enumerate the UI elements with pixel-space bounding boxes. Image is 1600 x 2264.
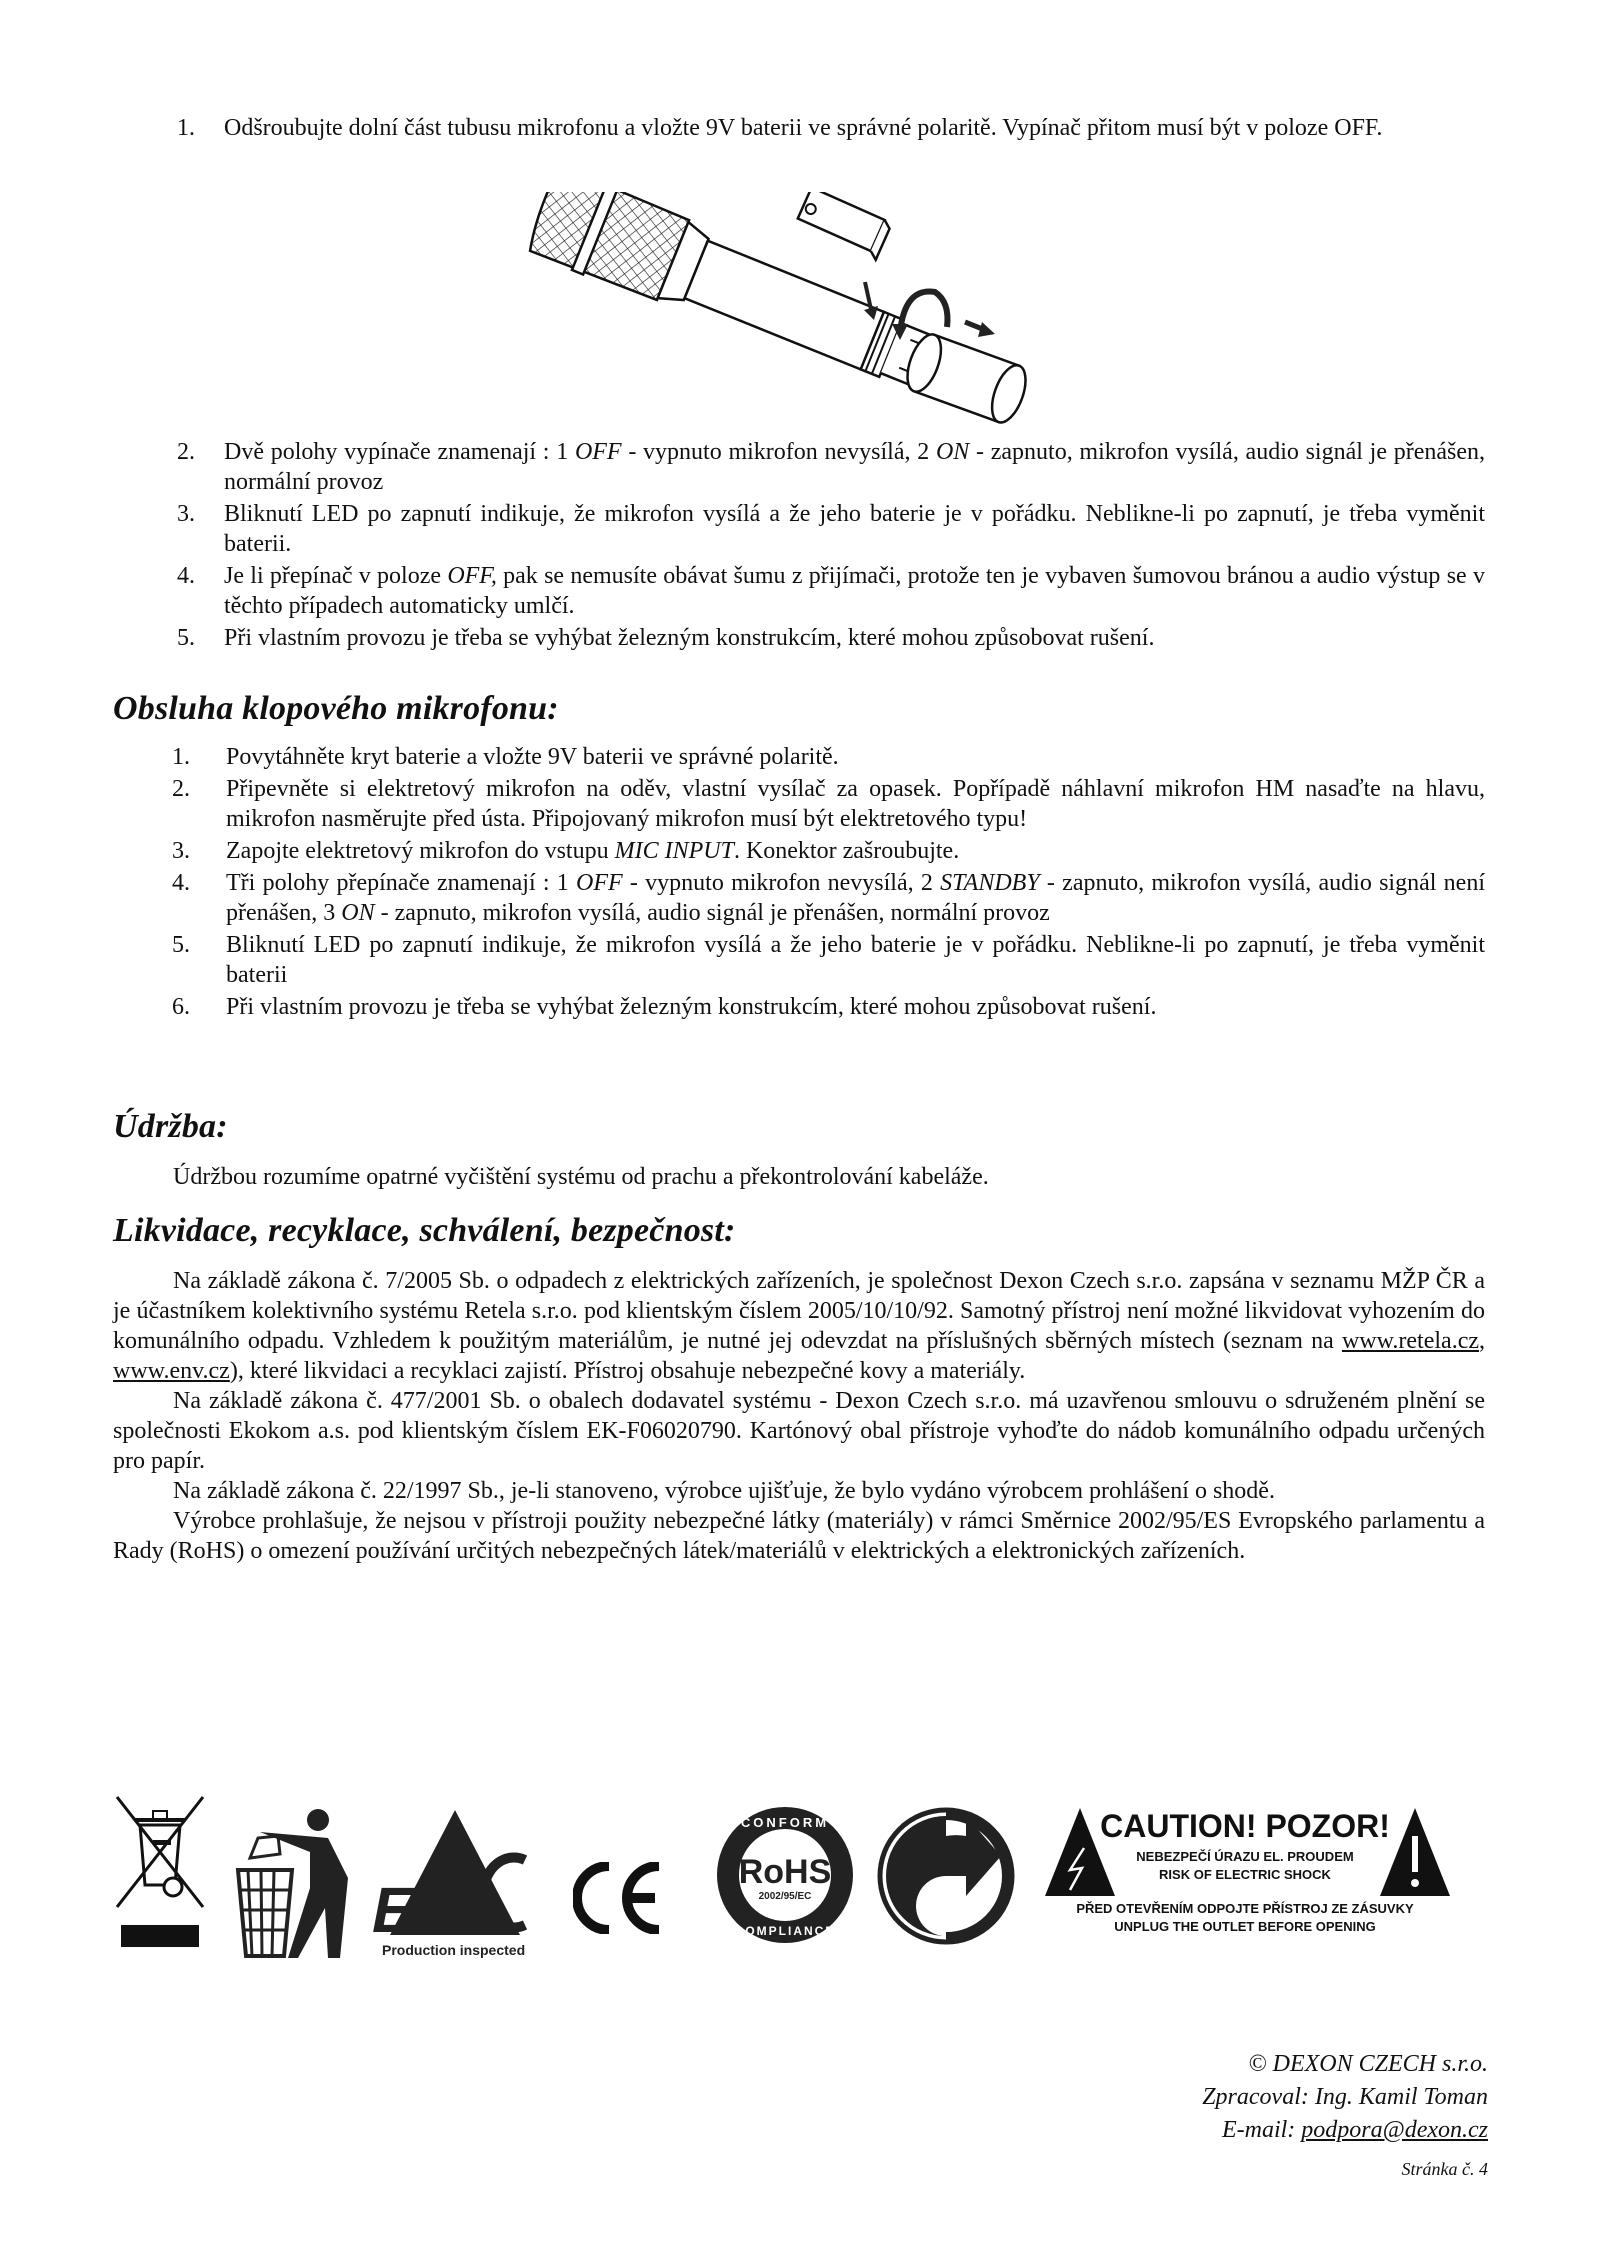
item-number: 3. [172, 838, 190, 864]
item-text: Při vlastním provozu je třeba se vyhýbat železným konstrukcím, které mohou způsobovat rušení. [224, 625, 1155, 651]
handheld-mic-steps [160, 113, 1485, 145]
email-link[interactable]: podpora@dexon.cz [1301, 2117, 1488, 2143]
retela-link[interactable]: www.retela.cz [1341, 1328, 1479, 1354]
item-text: pak se nemusíte obávat šumu z přijímači, protože ten je vybaven šumovou bránou a audio výstup se v těchto případech automaticky umlčí. [224, 563, 1485, 619]
env-link[interactable]: www.env.cz [113, 1358, 230, 1384]
page-number: Stránka č. 4 [1401, 2159, 1488, 2179]
item-text: - zapnuto, mikrofon vysílá, audio signál není přenášen, 3 [226, 870, 1485, 926]
lavalier-mic-steps [162, 742, 1485, 1024]
emc-caption: Production inspected [382, 1942, 526, 1958]
item-text: - vypnuto mikrofon nevysílá, 2 [621, 439, 936, 465]
rohs-bottom-text: COMPLIANCE [734, 1924, 836, 1938]
item-text: Dvě polohy vypínače znamenají : 1 [224, 439, 575, 465]
item-text: Bliknutí LED po zapnutí indikuje, že mikrofon vysílá a že jeho baterie je v pořádku. Neblikne-li po zapnutí, je třeba vyměnit baterii [226, 932, 1485, 988]
list-item [162, 930, 1485, 990]
item-text: - zapnuto, mikrofon vysílá, audio signál je přenášen, normální provoz [374, 900, 1050, 926]
caution-line-3: PŘED OTEVŘENÍM ODPOJTE PŘÍSTROJ ZE ZÁSUVKY [1076, 1901, 1414, 1916]
item-text: Odšroubujte dolní část tubusu mikrofonu a vložte 9V baterii ve správné polaritě. Vypínač přitom musí být v poloze OFF. [224, 115, 1383, 141]
paragraph-text: Na základě zákona č. 7/2005 Sb. o odpadech z elektrických zařízeních, je společnost Dexon Czech s.r.o. zapsána v seznamu MŽP ČR a je účastníkem kolektivního systému Retela s.r.o. pod klientským číslem 2005/10/10/92. Samotný přístroj není možné likvidovat vyhozením do komunálního odpadu. Vzhledem k použitým materiálům, je nutné jej odevzdat na příslušných sběrných místech (seznam na [113, 1268, 1485, 1354]
switch-term: ON [341, 900, 375, 926]
item-text: Tři polohy přepínače znamenají : 1 [226, 870, 577, 896]
section-heading-lavalier: Obsluha klopového mikrofonu: [113, 690, 559, 727]
item-text: Bliknutí LED po zapnutí indikuje, že mikrofon vysílá a že jeho baterie je v pořádku. Neblikne-li po zapnutí, je třeba vyměnit baterii. [224, 501, 1485, 557]
paragraph-text: , [1479, 1328, 1485, 1354]
item-number: 1. [172, 744, 190, 770]
item-text: Připevněte si elektretový mikrofon na oděv, vlastní vysílač za opasek. Popřípadě náhlavní mikrofon HM nasaďte na hlavu, mikrofon nasměrujte před ústa. Připojovaný mikrofon musí být elektretového typu! [226, 776, 1485, 832]
item-number: 4. [172, 870, 190, 896]
item-text: Při vlastním provozu je třeba se vyhýbat železným konstrukcím, které mohou způsobovat rušení. [226, 994, 1157, 1020]
caution-warning-label [1040, 1808, 1510, 1938]
switch-term: ON [935, 439, 970, 465]
certification-logos [110, 1780, 1510, 1960]
list-item [160, 561, 1485, 621]
microphone-battery-illustration [510, 192, 1090, 432]
email-label: E-mail: [1221, 2117, 1302, 2143]
weee-crossed-bin-icon [115, 1785, 205, 1960]
footer [1202, 2048, 1488, 2186]
rohs-sub-text: 2002/95/EC [758, 1891, 812, 1902]
item-text: Zapojte elektretový mikrofon do vstupu [226, 838, 615, 864]
disposal-text [113, 1266, 1485, 1566]
item-number: 5. [177, 625, 195, 651]
rohs-compliance-logo [715, 1805, 855, 1950]
copyright: © DEXON CZECH s.r.o. [1248, 2051, 1488, 2077]
list-item [160, 113, 1485, 143]
item-number: 2. [172, 776, 190, 802]
section-heading-maintenance: Údržba: [113, 1108, 228, 1145]
item-number: 4. [177, 563, 195, 589]
caution-line-4: UNPLUG THE OUTLET BEFORE OPENING [1114, 1919, 1376, 1934]
list-item [162, 774, 1485, 834]
list-item [162, 868, 1485, 928]
section-heading-disposal: Likvidace, recyklace, schválení, bezpečnost: [113, 1212, 736, 1249]
item-number: 2. [177, 439, 195, 465]
list-item [160, 623, 1485, 653]
switch-term: OFF [574, 439, 622, 465]
list-item [162, 992, 1485, 1022]
item-number: 6. [172, 994, 190, 1020]
switch-term: OFF [576, 870, 623, 896]
list-item [162, 742, 1485, 772]
handheld-mic-steps-continued [160, 437, 1485, 655]
item-text: Je li přepínač v poloze [224, 563, 448, 589]
author: Zpracoval: Ing. Kamil Toman [1202, 2084, 1488, 2110]
switch-term: OFF, [447, 563, 497, 589]
paragraph: Výrobce prohlašuje, že nejsou v přístroji použity nebezpečné látky (materiály) v rámci Směrnice 2002/95/ES Evropského parlamentu a Rady (RoHS) o omezení používání určitých nebezpečných látek/materiálů v elektrických a elektronických zařízeních. [113, 1508, 1485, 1564]
input-term: MIC INPUT [614, 838, 734, 864]
item-number: 3. [177, 501, 195, 527]
emc-logo [360, 1810, 550, 1965]
paragraph: Na základě zákona č. 22/1997 Sb., je-li stanoveno, výrobce ujišťuje, že bylo vydáno výrobcem prohlášení o shodě. [173, 1478, 1275, 1504]
ce-mark-icon [573, 1862, 663, 1939]
caution-title: CAUTION! POZOR! [1100, 1808, 1390, 1844]
caution-line-2: RISK OF ELECTRIC SHOCK [1159, 1867, 1331, 1882]
caution-line-1: NEBEZPEČÍ ÚRAZU EL. PROUDEM [1136, 1849, 1354, 1864]
list-item [162, 836, 1485, 866]
paragraph: Údržbou rozumíme opatrné vyčištění systému od prachu a překontrolování kabeláže. [173, 1164, 989, 1190]
item-text: - zapnuto, mikrofon vysílá, audio signál je přenášen, normální provoz [224, 439, 1485, 495]
item-number: 5. [172, 932, 190, 958]
item-number: 1. [177, 115, 195, 141]
rohs-main-text: RoHS [738, 1853, 832, 1891]
email-line [1202, 2114, 1488, 2147]
paragraph [113, 1266, 1485, 1386]
green-dot-icon [876, 1806, 1016, 1951]
item-text: . Konektor zašroubujte. [733, 838, 960, 864]
switch-term: STANDBY [940, 870, 1040, 896]
maintenance-text [113, 1162, 1485, 1192]
tidyman-icon [230, 1808, 350, 1963]
list-item [160, 499, 1485, 559]
emc-letters: E [372, 1874, 415, 1946]
microphone-illustration-icon [510, 192, 1090, 432]
paragraph: Na základě zákona č. 477/2001 Sb. o obalech dodavatel systému - Dexon Czech s.r.o. má uzavřenou smlouvu o sdruženém plnění se společnosti Ekokom a.s. pod klientským číslem EK-F06020790. Kartónový obal přístroje vyhoďte do nádob komunálního odpadu určených pro papír. [113, 1388, 1485, 1474]
item-text: Povytáhněte kryt baterie a vložte 9V baterii ve správné polaritě. [226, 744, 839, 770]
item-text: - vypnuto mikrofon nevysílá, 2 [622, 870, 941, 896]
list-item [160, 437, 1485, 497]
rohs-top-text: CONFORM [740, 1815, 830, 1830]
paragraph-text: ), které likvidaci a recyklaci zajistí. Přístroj obsahuje nebezpečné kovy a materiály. [229, 1358, 1026, 1384]
